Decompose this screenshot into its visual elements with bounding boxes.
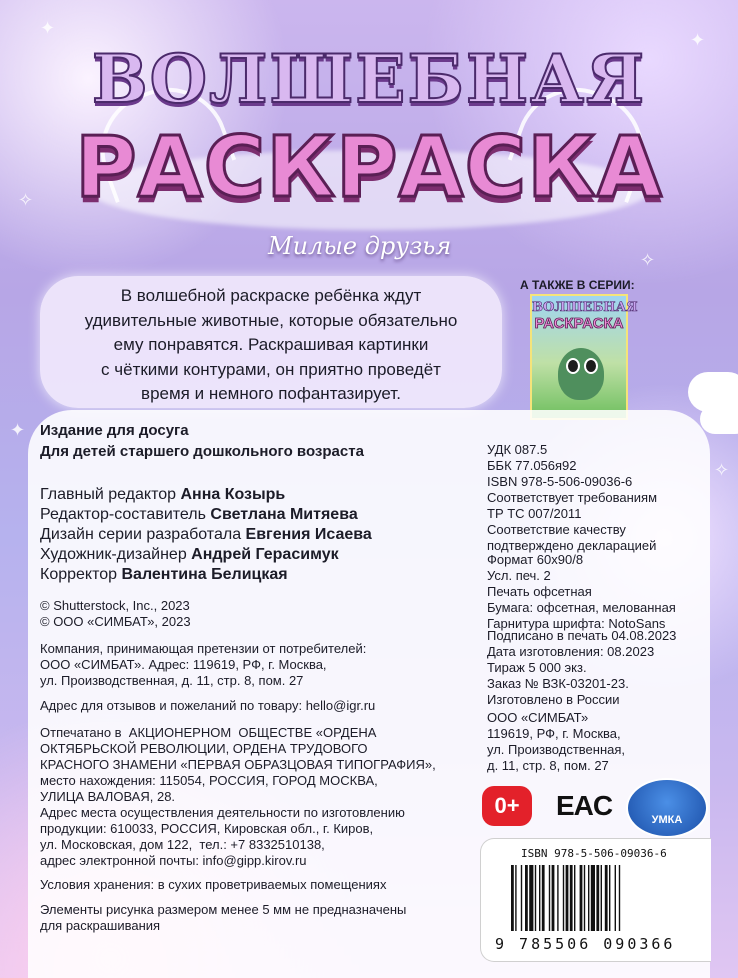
umka-logo xyxy=(626,778,708,838)
cover-title-line2: РАСКРАСКА xyxy=(75,118,663,216)
intro-line: В волшебной раскраске ребёнка ждут xyxy=(120,286,422,305)
barcode-isbn: ISBN 978-5-506-09036-6 xyxy=(521,847,667,860)
publisher-address: ООО «СИМБАТ» 119619, РФ, г. Москва, ул. Производственная, д. 11, стр. 8, пом. 27 xyxy=(487,710,626,773)
credit-row xyxy=(40,485,285,505)
barcode-bar xyxy=(535,865,536,931)
credit-row xyxy=(40,545,339,565)
warning-text: Элементы рисунка размером менее 5 мм не предназначены для раскрашивания xyxy=(40,902,407,933)
feedback-text: Адрес для отзывов и пожеланий по товару: hello@igr.ru xyxy=(40,698,376,713)
print-info: Подписано в печать 04.08.2023 Дата изготовления: 08.2023 Тираж 5 000 экз. Заказ № ВЗК-03201-23. Изготовлено в России xyxy=(487,628,677,707)
claims-text: Компания, принимающая претензии от потребителей: ООО «СИМБАТ». Адрес: 119619, РФ, г. Москва, ул. Производственная, д. 11, стр. 8, пом. 27 xyxy=(40,641,367,688)
barcode-digits: 9 785506 090366 xyxy=(495,935,676,953)
manufacturing-text: Адрес места осуществления деятельности по изготовлению продукции: 610033, РОССИЯ, Кировская обл., г. Киров, ул. Московская, дом 122, тел.: +7 8332510138, адрес электронной почты: info@gipp.kirov.ru xyxy=(40,805,405,868)
barcode-bar xyxy=(591,865,595,931)
series-book-title2: РАСКРАСКА xyxy=(534,315,624,332)
storage-text: Условия хранения: в сухих проветриваемых помещениях xyxy=(40,877,387,892)
barcode-bar xyxy=(539,865,540,931)
series-book-cover xyxy=(530,294,638,420)
credit-role: Главный редактор xyxy=(40,486,181,503)
barcode-bar xyxy=(542,865,545,931)
barcode-bar xyxy=(566,865,569,931)
dragon-illustration xyxy=(558,348,604,400)
intro-line: ему понравятся. Раскрашивая картинки xyxy=(113,335,429,354)
credit-role: Редактор-составитель xyxy=(40,506,211,523)
format-info: Формат 60х90/8 Усл. печ. 2 Печать офсетная Бумага: офсетная, мелованная Гарнитура шрифта: NotoSans xyxy=(487,552,676,631)
barcode-box xyxy=(480,838,711,962)
barcode-bar xyxy=(615,865,616,931)
copyright-line: © Shutterstock, Inc., 2023 xyxy=(40,598,190,613)
credit-name: Анна Козырь xyxy=(180,486,286,503)
decor-cloud xyxy=(700,404,738,434)
dragon-eye xyxy=(566,358,580,374)
credit-role: Художник-дизайнер xyxy=(40,546,192,563)
barcode-bar xyxy=(601,865,602,931)
sparkle-icon: ✧ xyxy=(18,190,34,210)
barcode-bar xyxy=(596,865,599,931)
barcode-bar xyxy=(525,865,528,931)
barcode-bar xyxy=(605,865,608,931)
sparkle-icon: ✦ xyxy=(10,420,26,440)
credit-name: Андрей Герасимук xyxy=(191,546,339,563)
barcode-bar xyxy=(515,865,516,931)
edition-line2: Для детей старшего дошкольного возраста xyxy=(40,443,364,460)
copyright-line: © ООО «СИМБАТ», 2023 xyxy=(40,614,191,629)
credit-role: Корректор xyxy=(40,566,122,583)
credit-role: Дизайн серии разработала xyxy=(40,526,246,543)
sparkle-icon: ✧ xyxy=(640,250,656,270)
credit-row xyxy=(40,525,372,545)
barcode-bar xyxy=(574,865,575,931)
eac-mark: EAC xyxy=(556,790,613,821)
credit-name: Евгения Исаева xyxy=(245,526,372,543)
intro-line: время и немного пофантазирует. xyxy=(141,384,401,403)
credit-name: Валентина Белицкая xyxy=(121,566,288,583)
printed-text: Отпечатано в АКЦИОНЕРНОМ ОБЩЕСТВЕ «ОРДЕНА ОКТЯБРЬСКОЙ РЕВОЛЮЦИИ, ОРДЕНА ТРУДОВОГО КРАСНОГО ЗНАМЕНИ «ПЕРВАЯ ОБРАЗЦОВАЯ ТИПОГРАФИЯ», место нахождения: 115054, РОССИЯ, ГОРОД МОСКВА, УЛИЦА ВАЛОВАЯ, 28. xyxy=(40,725,436,804)
sparkle-icon: ✦ xyxy=(690,30,706,50)
bibliographic-info: УДК 087.5 ББК 77.056я92 ISBN 978-5-506-09036-6 Соответствует требованиям ТР ТС 007/2011 Соответствие качеству подтверждено декларацией xyxy=(487,442,658,553)
cover-title-line1: ВОЛШЕБНАЯ xyxy=(91,40,647,118)
sparkle-icon: ✧ xyxy=(714,460,730,480)
barcode-bar xyxy=(619,865,620,931)
credit-name: Светлана Митяева xyxy=(210,506,358,523)
barcode-bars xyxy=(511,865,691,931)
credit-row xyxy=(40,565,288,585)
barcode-bar xyxy=(529,865,533,931)
intro-line: удивительные животные, которые обязательно xyxy=(84,310,458,330)
series-label: А ТАКЖЕ В СЕРИИ: xyxy=(520,278,635,292)
umka-logo-text: УМКА xyxy=(651,814,683,826)
series-book-title1: ВОЛШЕБНАЯ xyxy=(532,300,638,315)
barcode-bar xyxy=(549,865,550,931)
sparkle-icon: ✦ xyxy=(40,18,56,38)
barcode-bar xyxy=(557,865,558,931)
edition-line1: Издание для досуга xyxy=(40,422,189,439)
barcode-bar xyxy=(609,865,610,931)
intro-line: с чёткими контурами, он приятно проведёт xyxy=(101,359,441,379)
barcode-bar xyxy=(521,865,522,931)
dragon-eye xyxy=(584,358,598,374)
barcode-bar xyxy=(588,865,589,931)
barcode-bar xyxy=(580,865,583,931)
barcode-bar xyxy=(563,865,564,931)
age-rating-badge: 0+ xyxy=(482,786,532,826)
barcode-bar xyxy=(511,865,514,931)
barcode-bar xyxy=(584,865,585,931)
intro-box xyxy=(40,276,502,408)
credit-row xyxy=(40,505,358,525)
cover-subtitle: Милые друзья xyxy=(268,232,452,260)
barcode-bar xyxy=(570,865,573,931)
barcode-bar xyxy=(552,865,555,931)
